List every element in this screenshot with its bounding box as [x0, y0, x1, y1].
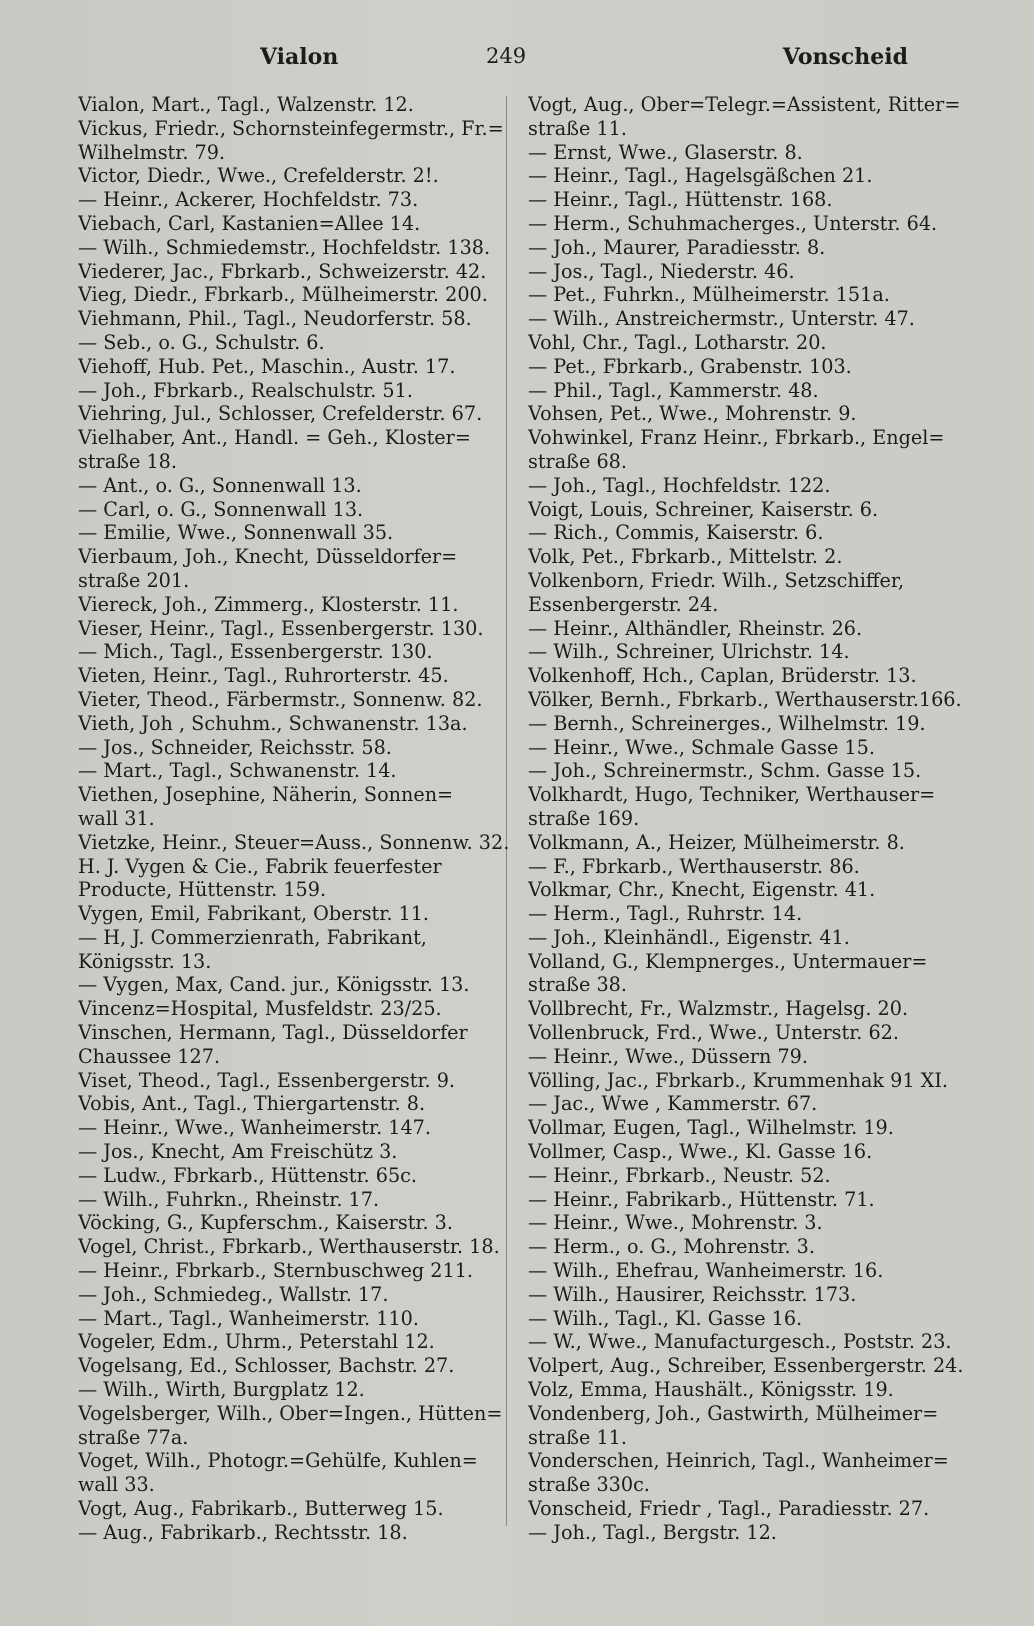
directory-entry-line: — Wilh., Hausirer, Reichsstr. 173. — [528, 1282, 857, 1306]
header-left-catchword: Vialon — [260, 44, 339, 70]
directory-entry-line: — Ludw., Fbrkarb., Hüttenstr. 65c. — [78, 1163, 418, 1187]
directory-entry-line: Viehring, Jul., Schlosser, Crefelderstr. 67. — [78, 402, 483, 426]
page-number: 249 — [486, 44, 527, 68]
directory-entry-line: — Mart., Tagl., Schwanenstr. 14. — [78, 759, 397, 783]
directory-entry-line: — Heinr., Tagl., Hüttenstr. 168. — [528, 188, 833, 212]
directory-entry-line: straße 169. — [528, 806, 640, 830]
directory-entry-line: Viebach, Carl, Kastanien=Allee 14. — [78, 211, 421, 235]
directory-entry-line: Viereck, Joh., Zimmerg., Klosterstr. 11. — [78, 592, 459, 616]
directory-entry-line: — Heinr., Althändler, Rheinstr. 26. — [528, 616, 863, 640]
directory-entry-line: Volk, Pet., Fbrkarb., Mittelstr. 2. — [528, 545, 843, 569]
directory-entry-line: Vollmar, Eugen, Tagl., Wilhelmstr. 19. — [528, 1116, 894, 1140]
directory-entry-line: Königsstr. 13. — [78, 949, 212, 973]
directory-entry-line: — Herm., Tagl., Ruhrstr. 14. — [528, 902, 803, 926]
directory-entry-line: Viederer, Jac., Fbrkarb., Schweizerstr. 42. — [78, 259, 487, 283]
directory-entry-line: — Joh., Kleinhändl., Eigenstr. 41. — [528, 925, 850, 949]
directory-entry-line: Volkenborn, Friedr. Wilh., Setzschiffer, — [528, 568, 905, 592]
directory-entry-line: Völling, Jac., Fbrkarb., Krummenhak 91 XI. — [528, 1068, 948, 1092]
directory-entry-line: Volkmann, A., Heizer, Mülheimerstr. 8. — [528, 830, 905, 854]
directory-entry-line: Vollbrecht, Fr., Walzmstr., Hagelsg. 20. — [528, 997, 909, 1021]
directory-entry-line: Vogeler, Edm., Uhrm., Peterstahl 12. — [78, 1330, 435, 1354]
directory-entry-line: Vogt, Aug., Fabrikarb., Butterweg 15. — [78, 1497, 444, 1521]
directory-entry-line: Vietzke, Heinr., Steuer=Auss., Sonnenw. 32. — [78, 830, 510, 854]
directory-entry-line: Vieten, Heinr., Tagl., Ruhrorterstr. 45. — [78, 664, 449, 688]
directory-entry-line: — Wilh., Schmiedemstr., Hochfeldstr. 138. — [78, 235, 491, 259]
directory-entry-line: Vollenbruck, Frd., Wwe., Unterstr. 62. — [528, 1021, 899, 1045]
directory-entry-line: H. J. Vygen & Cie., Fabrik feuerfester — [78, 854, 442, 878]
directory-entry-line: — Vygen, Max, Cand. jur., Königsstr. 13. — [78, 973, 470, 997]
directory-entry-line: Viehmann, Phil., Tagl., Neudorferstr. 58. — [78, 307, 472, 331]
directory-entry-line: straße 330c. — [528, 1473, 650, 1497]
directory-entry-line: — Wilh., Schreiner, Ulrichstr. 14. — [528, 640, 850, 664]
directory-entry-line: Vieth, Joh , Schuhm., Schwanenstr. 13a. — [78, 711, 468, 735]
directory-entry-line: Viethen, Josephine, Näherin, Sonnen= — [78, 783, 454, 807]
directory-entry-line: straße 68. — [528, 449, 627, 473]
directory-entry-line: — Joh., Tagl., Bergstr. 12. — [528, 1520, 777, 1544]
directory-entry-line: Vielhaber, Ant., Handl. = Geh., Kloster= — [78, 426, 471, 450]
directory-entry-line: wall 33. — [78, 1473, 155, 1497]
directory-entry-line: — Heinr., Wwe., Schmale Gasse 15. — [528, 735, 875, 759]
directory-entry-line: — Jos., Schneider, Reichsstr. 58. — [78, 735, 392, 759]
directory-entry-line: straße 11. — [528, 116, 627, 140]
directory-entry-line: Vincenz=Hospital, Musfeldstr. 23/25. — [78, 997, 442, 1021]
directory-entry-line: — Jos., Tagl., Niederstr. 46. — [528, 259, 795, 283]
directory-entry-line: Vogel, Christ., Fbrkarb., Werthauserstr. 18. — [78, 1235, 500, 1259]
directory-entry-line: straße 38. — [528, 973, 627, 997]
directory-entry-line: Vonscheid, Friedr , Tagl., Paradiesstr. 27. — [528, 1497, 930, 1521]
directory-entry-line: Vinschen, Hermann, Tagl., Düsseldorfer — [78, 1021, 468, 1045]
directory-entry-line: Viehoff, Hub. Pet., Maschin., Austr. 17. — [78, 354, 456, 378]
directory-entry-line: — Pet., Fbrkarb., Grabenstr. 103. — [528, 354, 852, 378]
directory-entry-line: Volpert, Aug., Schreiber, Essenbergerstr. 24. — [528, 1354, 964, 1378]
directory-entry-line: — Wilh., Wirth, Burgplatz 12. — [78, 1378, 365, 1402]
directory-entry-line: Vogelsberger, Wilh., Ober=Ingen., Hütten= — [78, 1401, 503, 1425]
directory-entry-line: — F., Fbrkarb., Werthauserstr. 86. — [528, 854, 860, 878]
right-column — [528, 93, 968, 1545]
directory-entry-line: Vobis, Ant., Tagl., Thiergartenstr. 8. — [78, 1092, 426, 1116]
directory-entry-line: — Phil., Tagl., Kammerstr. 48. — [528, 378, 819, 402]
directory-entry-line: — Wilh., Fuhrkn., Rheinstr. 17. — [78, 1187, 380, 1211]
directory-entry-line: — Bernh., Schreinerges., Wilhelmstr. 19. — [528, 711, 926, 735]
directory-entry-line: Vohl, Chr., Tagl., Lotharstr. 20. — [528, 330, 827, 354]
directory-entry-line: Vogt, Aug., Ober=Telegr.=Assistent, Ritter= — [528, 93, 961, 116]
directory-entry-line: — Jac., Wwe , Kammerstr. 67. — [528, 1092, 818, 1116]
directory-entry-line: — Joh., Tagl., Hochfeldstr. 122. — [528, 473, 831, 497]
directory-entry-line: — Emilie, Wwe., Sonnenwall 35. — [78, 521, 394, 545]
directory-entry-line: — Heinr., Ackerer, Hochfeldstr. 73. — [78, 188, 419, 212]
directory-entry-line: — Ant., o. G., Sonnenwall 13. — [78, 473, 362, 497]
directory-entry-line: — Heinr., Wwe., Wanheimerstr. 147. — [78, 1116, 431, 1140]
directory-entry-line: Volz, Emma, Haushält., Königsstr. 19. — [528, 1378, 894, 1402]
directory-entry-line: Volland, G., Klempnerges., Untermauer= — [528, 949, 928, 973]
directory-entry-line: — Heinr., Fbrkarb., Neustr. 52. — [528, 1163, 831, 1187]
directory-entry-line: — Heinr., Fabrikarb., Hüttenstr. 71. — [528, 1187, 875, 1211]
directory-entry-line: — Aug., Fabrikarb., Rechtsstr. 18. — [78, 1520, 408, 1544]
directory-entry-line: — Herm., Schuhmacherges., Unterstr. 64. — [528, 211, 938, 235]
directory-entry-line: Vondenberg, Joh., Gastwirth, Mülheimer= — [528, 1401, 939, 1425]
directory-entry-line: Volkhardt, Hugo, Techniker, Werthauser= — [528, 783, 936, 807]
directory-entry-line: — Carl, o. G., Sonnenwall 13. — [78, 497, 364, 521]
header-right-catchword: Vonscheid — [782, 44, 908, 70]
directory-entry-line: — Wilh., Tagl., Kl. Gasse 16. — [528, 1306, 803, 1330]
directory-entry-line: Vieter, Theod., Färbermstr., Sonnenw. 82. — [78, 687, 483, 711]
directory-entry-line: Vierbaum, Joh., Knecht, Düsseldorfer= — [78, 545, 458, 569]
directory-entry-line: — Pet., Fuhrkn., Mülheimerstr. 151a. — [528, 283, 890, 307]
directory-entry-line: Chaussee 127. — [78, 1044, 221, 1068]
directory-entry-line: Vohwinkel, Franz Heinr., Fbrkarb., Engel= — [528, 426, 945, 450]
directory-entry-line: — Wilh., Anstreichermstr., Unterstr. 47. — [528, 307, 915, 331]
directory-entry-line: Essenbergerstr. 24. — [528, 592, 719, 616]
directory-entry-line: Vieg, Diedr., Fbrkarb., Mülheimerstr. 200. — [78, 283, 488, 307]
directory-entry-line: Wilhelmstr. 79. — [78, 140, 226, 164]
directory-entry-line: Vialon, Mart., Tagl., Walzenstr. 12. — [78, 93, 414, 116]
directory-entry-line: Vollmer, Casp., Wwe., Kl. Gasse 16. — [528, 1140, 873, 1164]
directory-entry-line: — Heinr., Fbrkarb., Sternbuschweg 211. — [78, 1259, 474, 1283]
directory-entry-line: straße 11. — [528, 1425, 627, 1449]
directory-entry-line: straße 18. — [78, 449, 177, 473]
directory-entry-line: — Jos., Knecht, Am Freischütz 3. — [78, 1140, 398, 1164]
directory-entry-line: — Mich., Tagl., Essenbergerstr. 130. — [78, 640, 433, 664]
directory-entry-line: Producte, Hüttenstr. 159. — [78, 878, 327, 902]
directory-entry-line: — Mart., Tagl., Wanheimerstr. 110. — [78, 1306, 419, 1330]
directory-entry-line: Volkmar, Chr., Knecht, Eigenstr. 41. — [528, 878, 876, 902]
directory-entry-line: — Heinr., Wwe., Mohrenstr. 3. — [528, 1211, 823, 1235]
directory-entry-line: — Ernst, Wwe., Glaserstr. 8. — [528, 140, 803, 164]
directory-entry-line: Voigt, Louis, Schreiner, Kaiserstr. 6. — [528, 497, 879, 521]
directory-entry-line: wall 31. — [78, 806, 155, 830]
directory-entry-line: — Joh., Schreinermstr., Schm. Gasse 15. — [528, 759, 922, 783]
directory-entry-line: Vickus, Friedr., Schornsteinfegermstr., Fr.= — [78, 116, 504, 140]
directory-entry-line: Vohsen, Pet., Wwe., Mohrenstr. 9. — [528, 402, 857, 426]
directory-entry-line: — Joh., Schmiedeg., Wallstr. 17. — [78, 1282, 389, 1306]
directory-entry-line: Vöcking, G., Kupferschm., Kaiserstr. 3. — [78, 1211, 453, 1235]
page-header — [78, 44, 968, 80]
directory-entry-line: — Joh., Fbrkarb., Realschulstr. 51. — [78, 378, 413, 402]
directory-entry-line: Volkenhoff, Hch., Caplan, Brüderstr. 13. — [528, 664, 917, 688]
left-column — [78, 93, 518, 1545]
directory-entry-line: straße 77a. — [78, 1425, 189, 1449]
directory-entry-line: — Heinr., Wwe., Düssern 79. — [528, 1044, 808, 1068]
directory-entry-line: — Heinr., Tagl., Hagelsgäßchen 21. — [528, 164, 873, 188]
directory-entry-line: Victor, Diedr., Wwe., Crefelderstr. 2!. — [78, 164, 439, 188]
directory-entry-line: Viset, Theod., Tagl., Essenbergerstr. 9. — [78, 1068, 456, 1092]
directory-entry-line: — Seb., o. G., Schulstr. 6. — [78, 330, 325, 354]
directory-entry-line: Vieser, Heinr., Tagl., Essenbergerstr. 130. — [78, 616, 484, 640]
directory-entry-line: — Joh., Maurer, Paradiesstr. 8. — [528, 235, 826, 259]
directory-entry-line: — H, J. Commerzienrath, Fabrikant, — [78, 925, 427, 949]
directory-entry-line: Voget, Wilh., Photogr.=Gehülfe, Kuhlen= — [78, 1449, 478, 1473]
directory-entry-line: Vogelsang, Ed., Schlosser, Bachstr. 27. — [78, 1354, 455, 1378]
directory-entry-line: Vygen, Emil, Fabrikant, Oberstr. 11. — [78, 902, 430, 926]
directory-entry-line: — Rich., Commis, Kaiserstr. 6. — [528, 521, 824, 545]
directory-entry-line: Vonderschen, Heinrich, Tagl., Wanheimer= — [528, 1449, 949, 1473]
directory-entry-line: — Herm., o. G., Mohrenstr. 3. — [528, 1235, 815, 1259]
directory-entry-line: — W., Wwe., Manufacturgesch., Poststr. 23. — [528, 1330, 952, 1354]
directory-entry-line: — Wilh., Ehefrau, Wanheimerstr. 16. — [528, 1259, 884, 1283]
directory-entry-line: Völker, Bernh., Fbrkarb., Werthauserstr.166. — [528, 687, 962, 711]
directory-entry-line: straße 201. — [78, 568, 190, 592]
